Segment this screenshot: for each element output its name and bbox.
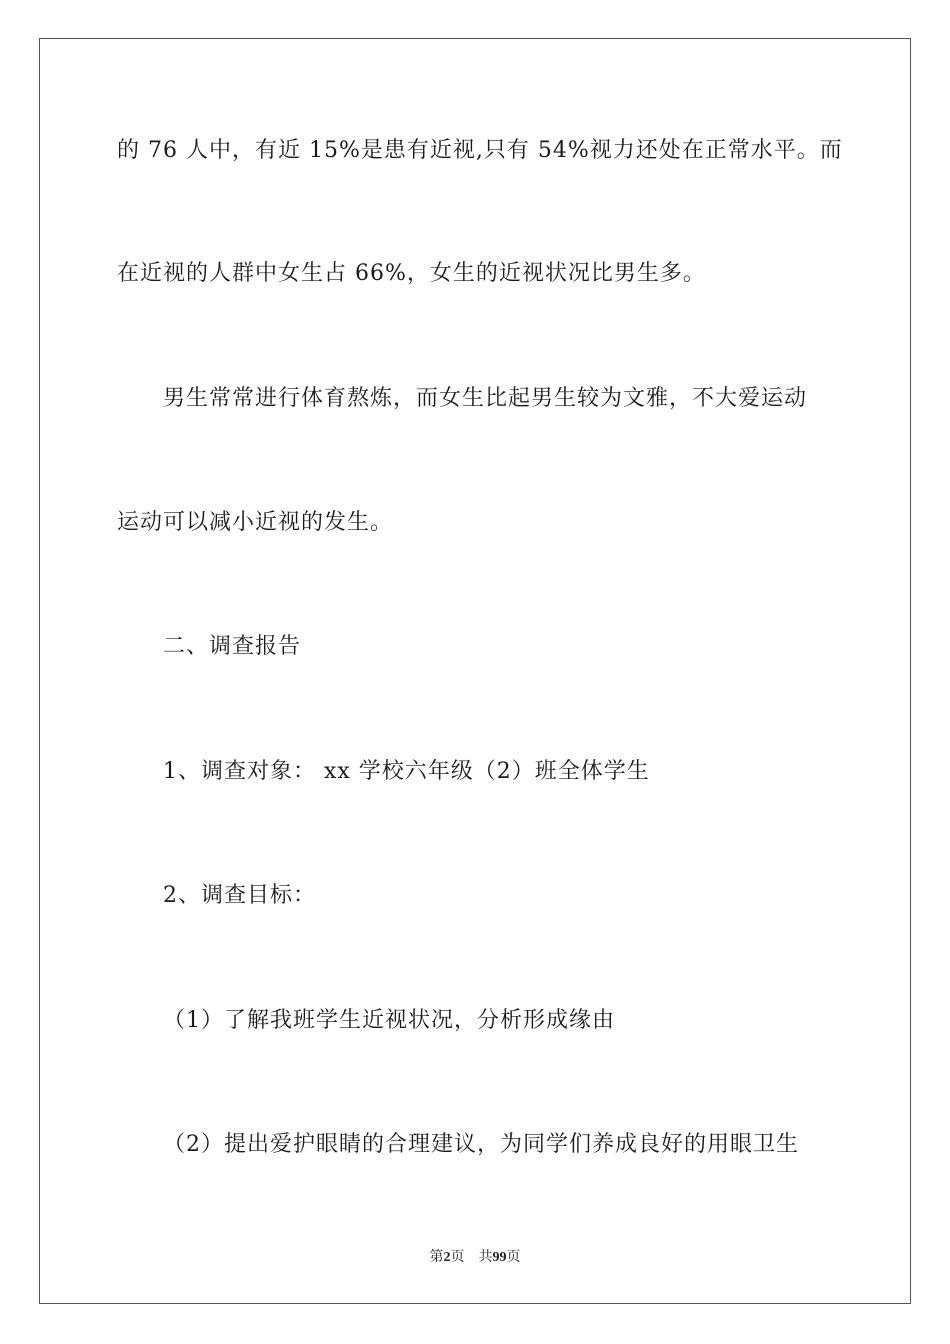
footer-total-prefix: 共 — [478, 1250, 493, 1265]
footer-prefix: 第 — [429, 1250, 444, 1265]
body-line-survey-goal: 2、调查目标： — [163, 883, 316, 908]
footer-total-suffix: 页 — [506, 1250, 521, 1265]
footer-page-suffix: 页 — [450, 1250, 465, 1265]
page-footer — [0, 1246, 950, 1266]
page-frame — [39, 38, 911, 1304]
footer-total-pages: 99 — [492, 1250, 507, 1265]
footer-current-page: 2 — [443, 1250, 451, 1265]
body-line-survey-target: 1、调查对象： xx 学校六年级（2）班全体学生 — [163, 759, 650, 784]
goal-item-1: （1）了解我班学生近视状况，分析形成缘由 — [163, 1008, 615, 1033]
body-line-2: 在近视的人群中女生占 66%，女生的近视状况比男生多。 — [117, 261, 706, 286]
body-line-3: 男生常常进行体育熬炼，而女生比起男生较为文雅，不大爱运动 — [163, 386, 808, 411]
section-heading: 二、调查报告 — [163, 634, 302, 659]
body-line-4: 运动可以减小近视的发生。 — [117, 510, 394, 535]
goal-item-2: （2）提出爱护眼睛的合理建议，为同学们养成良好的用眼卫生 — [163, 1132, 799, 1157]
body-line-1: 的 76 人中，有近 15%是患有近视,只有 54%视力还处在正常水平。而 — [117, 138, 843, 163]
